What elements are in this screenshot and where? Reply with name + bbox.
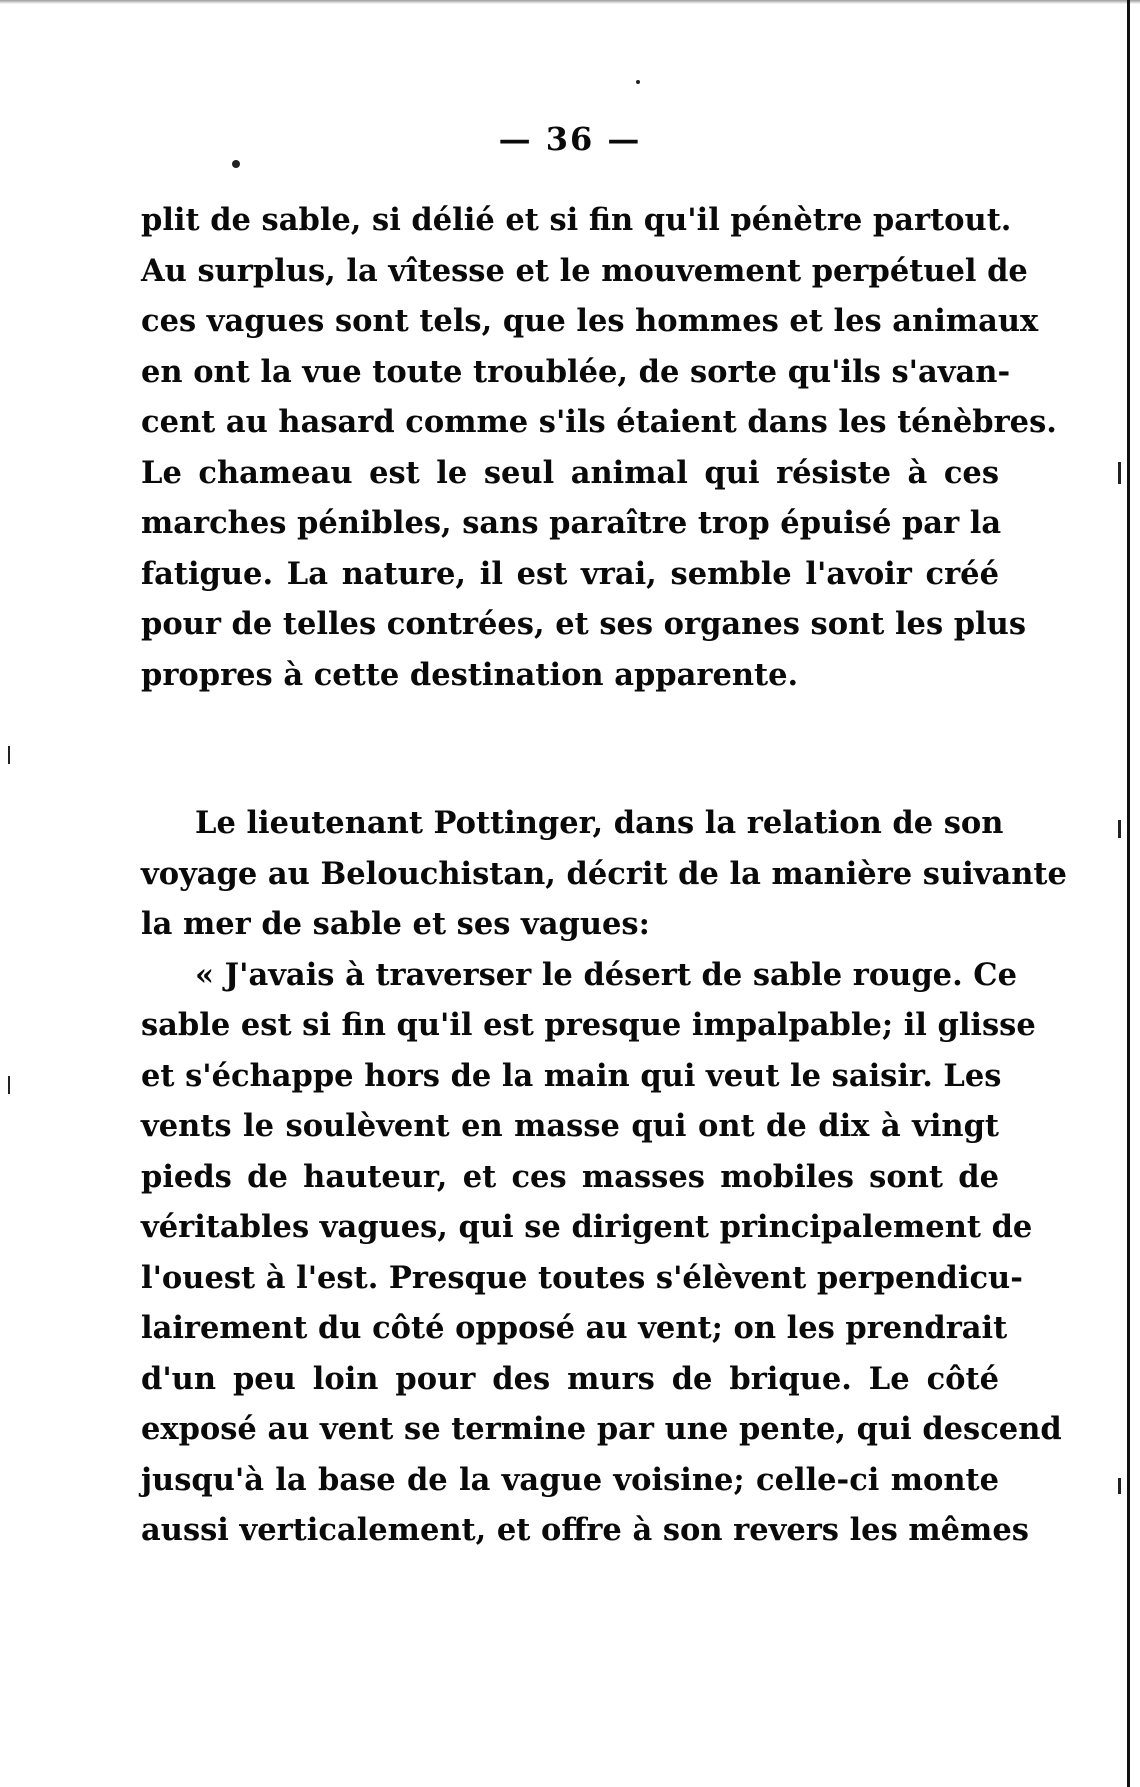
margin-mark: [1118, 820, 1121, 838]
quote-line: lairement du côté opposé au vent; on les prendrait: [141, 1310, 1008, 1346]
text-line: cent au hasard comme s'ils étaient dans les ténèbres.: [141, 404, 1057, 440]
text-line: Le chameau est le seul animal qui résiste à ces: [141, 454, 999, 491]
text-line: fatigue. La nature, il est vrai, semble l'avoir créé: [141, 555, 999, 592]
scan-edge-right: [1127, 0, 1130, 1787]
text-line: la mer de sable et ses vagues:: [141, 906, 650, 942]
text-line: pour de telles contrées, et ses organes sont les plus: [141, 606, 1026, 642]
text-line: propres à cette destination apparente.: [141, 656, 799, 693]
quote-line: exposé au vent se termine par une pente, qui descend: [141, 1411, 1062, 1447]
scan-speck: [636, 80, 640, 84]
text-line: marches pénibles, sans paraître trop épuisé par la: [141, 505, 1002, 541]
quote-line: pieds de hauteur, et ces masses mobiles sont de: [141, 1158, 999, 1195]
paragraph-1: [141, 195, 1057, 700]
text-line: voyage au Belouchistan, décrit de la manière suivante: [141, 855, 1067, 892]
paragraph-2: [141, 798, 1067, 1556]
quote-line: véritables vagues, qui se dirigent principalement de: [141, 1209, 1033, 1245]
quote-line: aussi verticalement, et offre à son revers les mêmes: [141, 1512, 1029, 1548]
quote-line: sable est si fin qu'il est presque impalpable; il glisse: [141, 1007, 1036, 1043]
text-line: en ont la vue toute troublée, de sorte qu'ils s'avan-: [141, 353, 1011, 390]
quote-line: jusqu'à la base de la vague voisine; celle-ci monte: [141, 1461, 999, 1498]
text-line: Au surplus, la vîtesse et le mouvement perpétuel de: [141, 252, 1028, 289]
text-line: plit de sable, si délié et si fin qu'il pénètre partout.: [141, 202, 1012, 238]
scan-speck: [232, 160, 240, 168]
quote-line: d'un peu loin pour des murs de brique. Le côté: [141, 1360, 999, 1397]
margin-mark: [1118, 1478, 1121, 1494]
quote-line: l'ouest à l'est. Presque toutes s'élèvent perpendicu-: [141, 1259, 1023, 1296]
scan-edge-top: [0, 0, 1140, 4]
margin-mark: [8, 746, 10, 764]
quote-line: « J'avais à traverser le désert de sable rouge. Ce: [195, 956, 1017, 993]
quote-line: et s'échappe hors de la main qui veut le saisir. Les: [141, 1057, 1002, 1094]
margin-mark: [1118, 462, 1121, 484]
margin-mark: [8, 1076, 10, 1094]
quote-line: vents le soulèvent en masse qui ont de dix à vingt: [141, 1108, 999, 1144]
text-line: Le lieutenant Pottinger, dans la relation de son: [195, 805, 1004, 841]
text-line: ces vagues sont tels, que les hommes et les animaux: [141, 303, 1039, 339]
page-number: — 36 —: [498, 120, 642, 158]
